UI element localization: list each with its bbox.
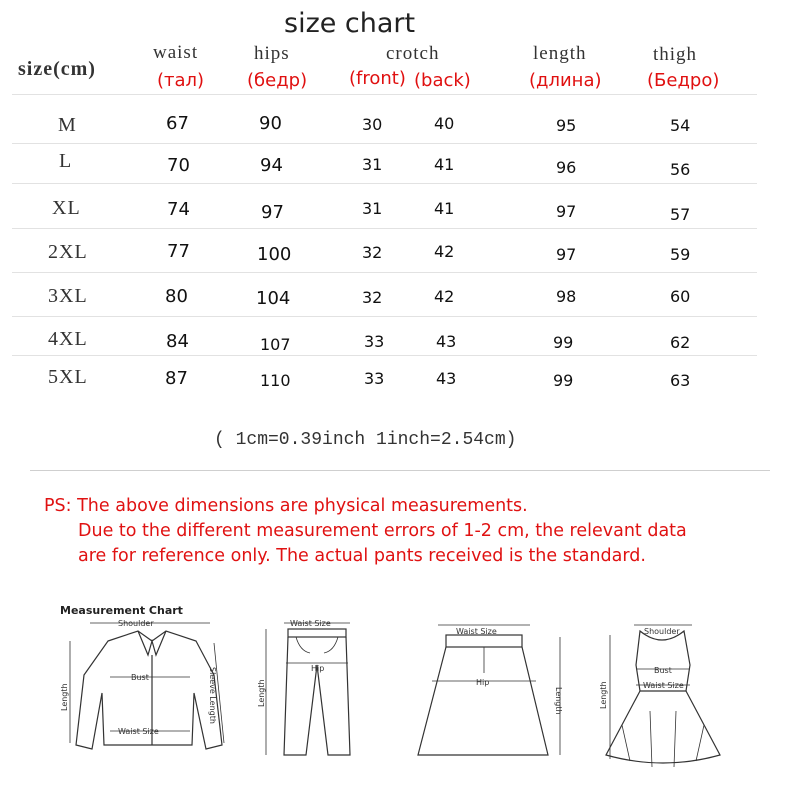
hips-value: 110 xyxy=(260,371,291,390)
dress-length-label: Length xyxy=(599,681,608,709)
dress-bust-label: Bust xyxy=(654,666,672,675)
waist-value: 74 xyxy=(167,199,190,220)
waist-value: 70 xyxy=(167,155,190,176)
crotch-back-value: 42 xyxy=(434,287,455,306)
dress-diagram xyxy=(599,625,720,767)
waist-header: waist xyxy=(153,42,199,63)
shirt-waist-label: Waist Size xyxy=(118,727,159,736)
waist-header-ru: (тал) xyxy=(157,70,205,91)
crotch-front-value: 32 xyxy=(362,243,383,262)
size-label-l: L xyxy=(59,150,73,172)
length-value: 97 xyxy=(556,202,577,221)
crotch-front-value: 33 xyxy=(364,369,385,388)
conversion-note: ( 1cm=0.39inch 1inch=2.54cm) xyxy=(214,430,517,450)
size-label-4xl: 4XL xyxy=(48,328,88,350)
length-header: length xyxy=(533,43,587,64)
thigh-header: thigh xyxy=(653,44,698,65)
skirt-hip-label: Hip xyxy=(476,678,490,687)
shirt-sleeve-label: Sleeve Length xyxy=(208,667,217,724)
measurement-diagrams xyxy=(0,615,800,800)
length-value: 99 xyxy=(553,371,574,390)
shirt-diagram xyxy=(60,619,224,749)
hips-value: 107 xyxy=(260,335,291,354)
skirt-diagram xyxy=(418,625,563,755)
crotch-front-header: (front) xyxy=(349,68,406,89)
size-label-5xl: 5XL xyxy=(48,366,88,388)
thigh-value: 59 xyxy=(670,245,691,264)
crotch-header: crotch xyxy=(386,43,440,64)
waist-value: 87 xyxy=(165,368,188,389)
crotch-front-value: 30 xyxy=(362,115,383,134)
size-label-xl: XL xyxy=(52,197,81,219)
crotch-back-value: 41 xyxy=(434,199,455,218)
skirt-waist-label: Waist Size xyxy=(456,627,497,636)
ps-line-2: Due to the different measurement errors of 1-2 cm, the relevant data xyxy=(78,521,687,541)
length-value: 96 xyxy=(556,158,577,177)
waist-value: 80 xyxy=(165,286,188,307)
crotch-back-value: 40 xyxy=(434,114,455,133)
thigh-value: 60 xyxy=(670,287,691,306)
crotch-back-value: 42 xyxy=(434,242,455,261)
shirt-bust-label: Bust xyxy=(131,673,149,682)
thigh-value: 54 xyxy=(670,116,691,135)
ps-line-3: are for reference only. The actual pants received is the standard. xyxy=(78,546,646,566)
pants-waist-label: Waist Size xyxy=(290,619,331,628)
hips-header-ru: (бедр) xyxy=(247,70,308,91)
hips-value: 100 xyxy=(257,244,292,265)
skirt-length-label: Length xyxy=(554,687,563,715)
thigh-value: 62 xyxy=(670,333,691,352)
hips-header: hips xyxy=(254,43,290,64)
waist-value: 84 xyxy=(166,331,189,352)
hips-value: 90 xyxy=(259,113,282,134)
shirt-length-label: Length xyxy=(60,683,69,711)
size-label-m: M xyxy=(58,114,77,136)
pants-hip-label: Hip xyxy=(311,664,325,673)
shirt-shoulder-label: Shoulder xyxy=(118,619,154,628)
crotch-back-header: (back) xyxy=(414,70,471,91)
crotch-front-value: 33 xyxy=(364,332,385,351)
dress-waist-label: Waist Size xyxy=(643,681,684,690)
pants-diagram xyxy=(257,619,350,755)
crotch-back-value: 41 xyxy=(434,155,455,174)
dress-shoulder-label: Shoulder xyxy=(644,627,680,636)
hips-value: 104 xyxy=(256,288,291,309)
thigh-value: 56 xyxy=(670,160,691,179)
pants-length-label: Length xyxy=(257,679,266,707)
crotch-front-value: 31 xyxy=(362,199,383,218)
thigh-header-ru: (Бедро) xyxy=(647,70,720,91)
waist-value: 77 xyxy=(167,241,190,262)
size-label-3xl: 3XL xyxy=(48,285,88,307)
measurement-chart-title: Measurement Chart xyxy=(60,604,183,617)
crotch-front-value: 32 xyxy=(362,288,383,307)
length-value: 98 xyxy=(556,287,577,306)
size-label-2xl: 2XL xyxy=(48,241,88,263)
chart-title: size chart xyxy=(284,8,416,39)
length-value: 95 xyxy=(556,116,577,135)
waist-value: 67 xyxy=(166,113,189,134)
length-header-ru: (длина) xyxy=(529,70,602,91)
crotch-back-value: 43 xyxy=(436,369,457,388)
thigh-value: 57 xyxy=(670,205,691,224)
length-value: 99 xyxy=(553,333,574,352)
crotch-back-value: 43 xyxy=(436,332,457,351)
thigh-value: 63 xyxy=(670,371,691,390)
length-value: 97 xyxy=(556,245,577,264)
crotch-front-value: 31 xyxy=(362,155,383,174)
hips-value: 94 xyxy=(260,155,283,176)
ps-line-1: PS: The above dimensions are physical measurements. xyxy=(44,496,528,516)
hips-value: 97 xyxy=(261,202,284,223)
size-column-header: size(cm) xyxy=(18,58,96,80)
